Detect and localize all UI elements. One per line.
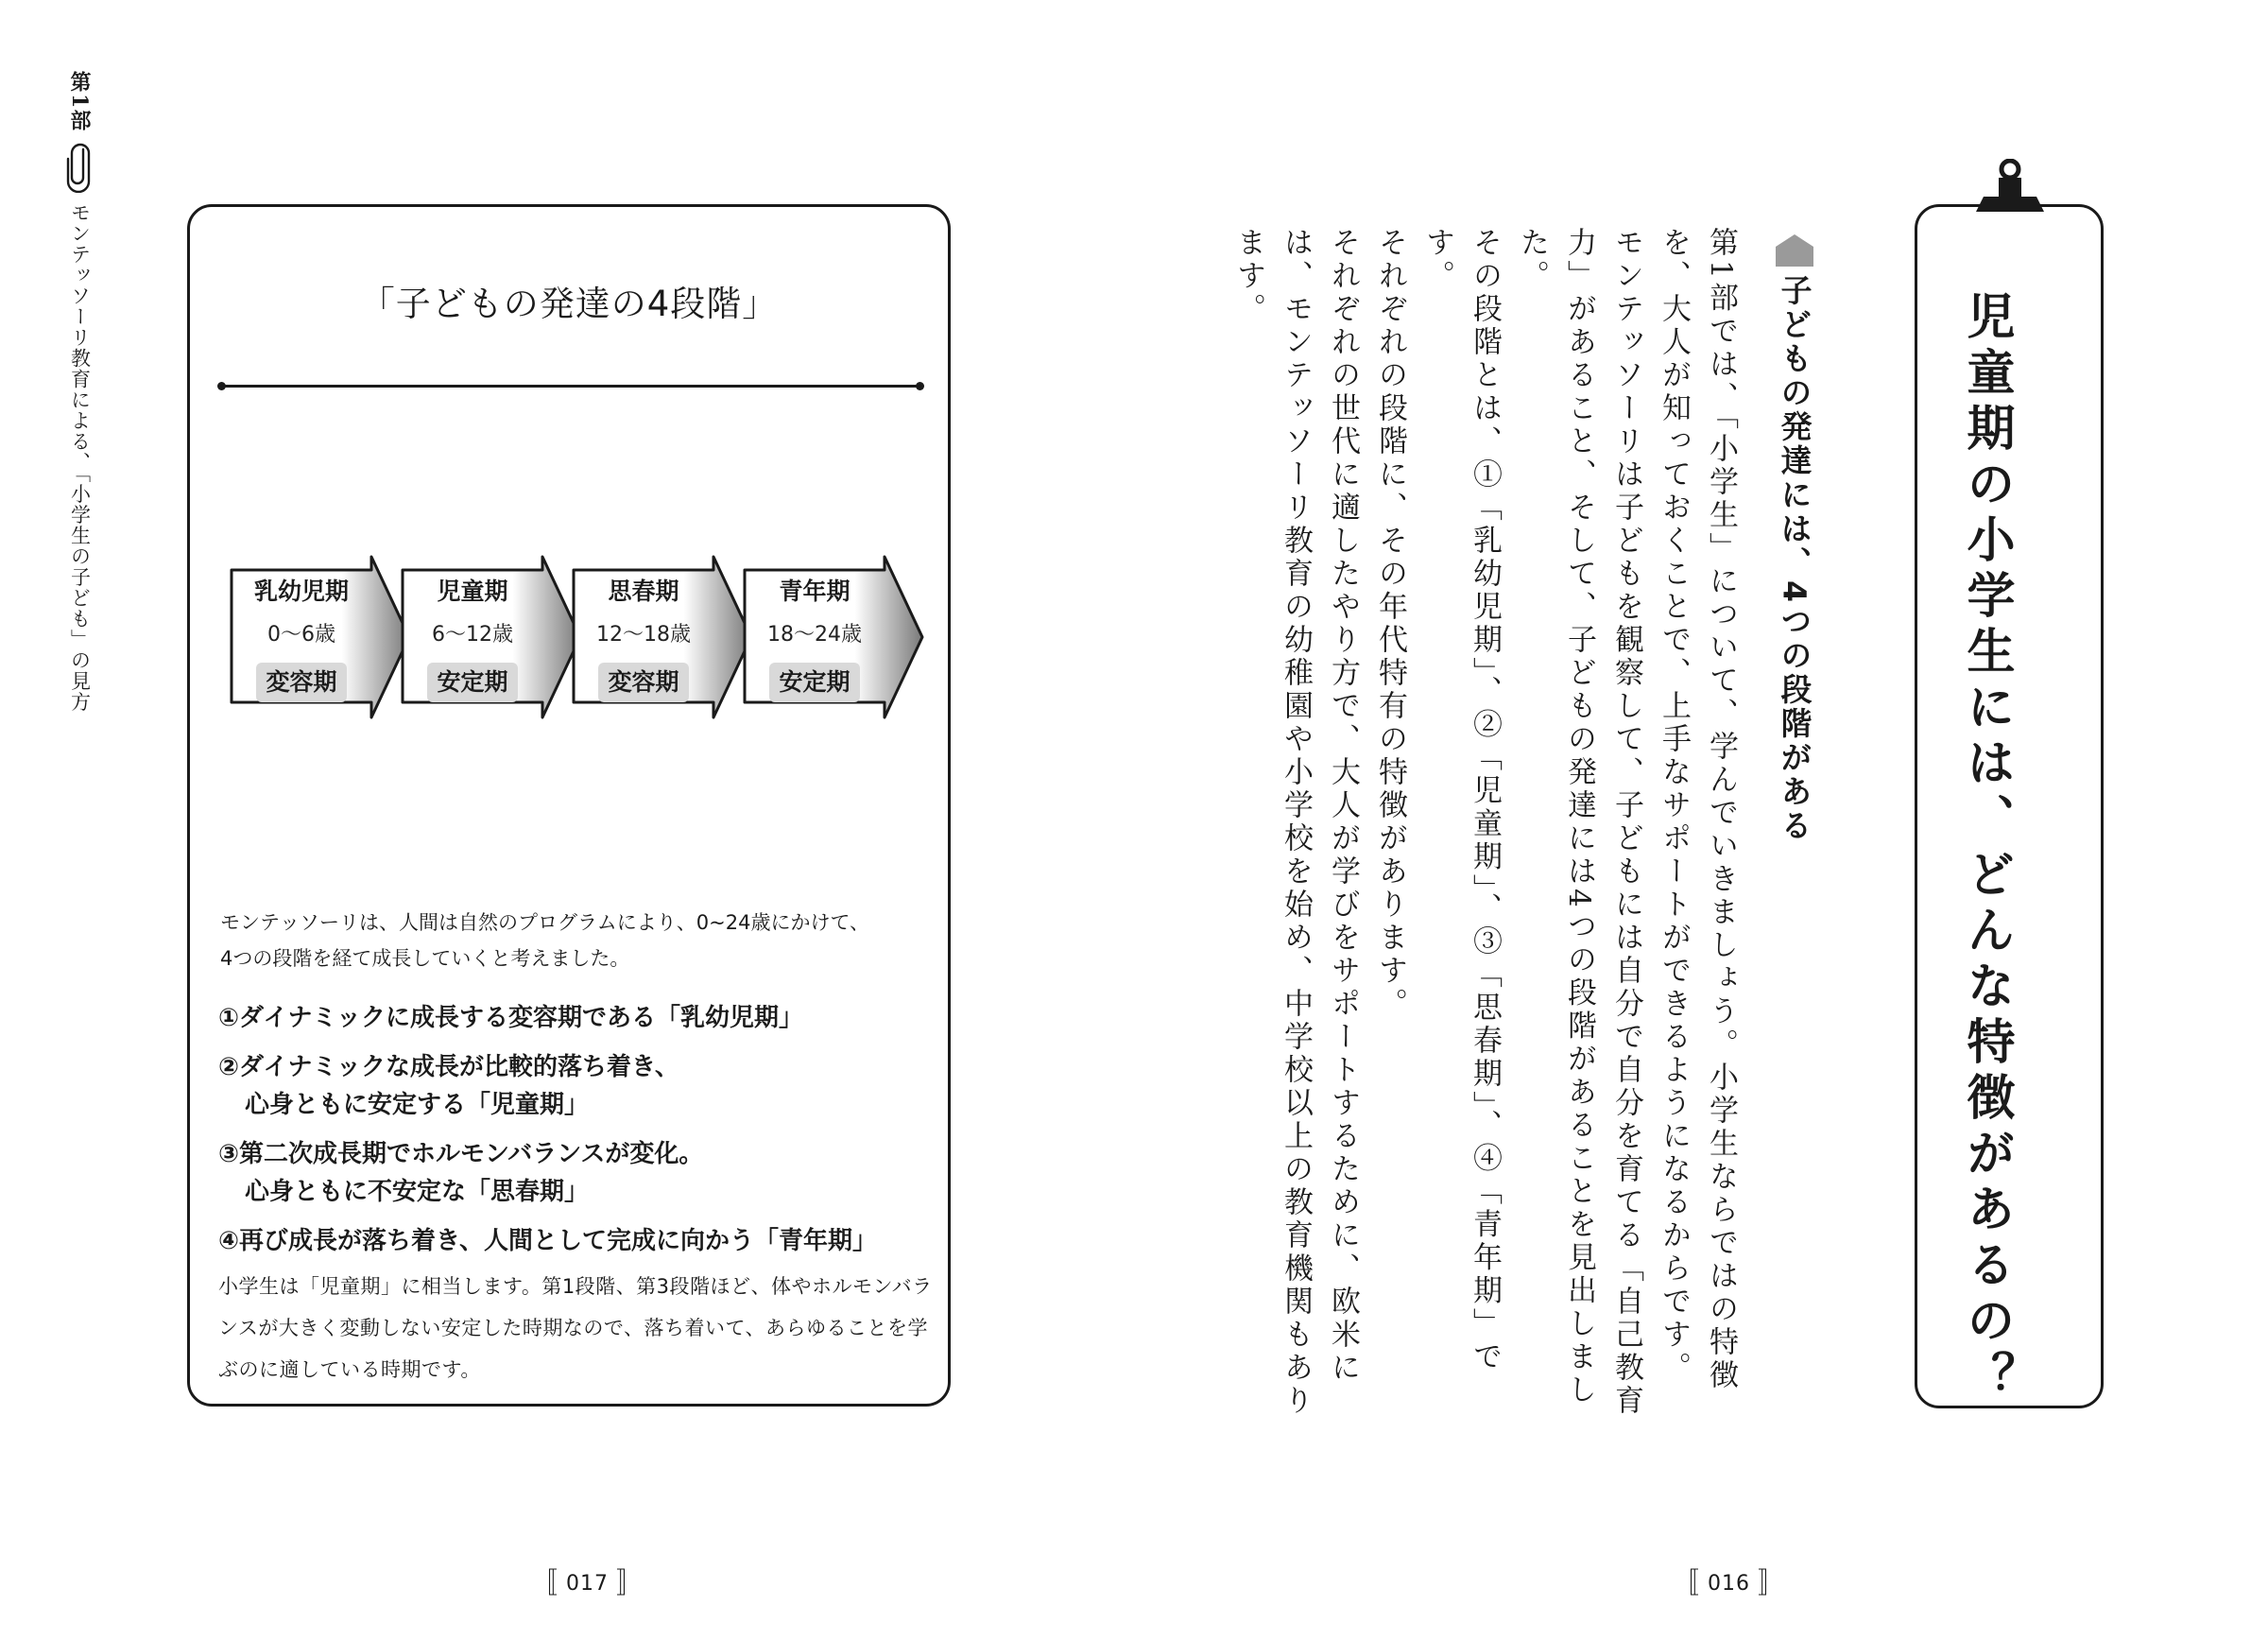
page-number-value: 017 — [566, 1572, 609, 1596]
paragraph: その段階とは、①「乳幼児期」、②「児童期」、③「思春期」、④「青年期」です。 — [1420, 227, 1502, 1374]
list-item-line: ④再び成長が落ち着き、人間として完成に向かう「青年期」 — [218, 1227, 877, 1255]
stage-age: 18〜24歳 — [767, 623, 862, 647]
stage-type-badge: 変容期 — [256, 663, 346, 702]
pentagon-marker-icon — [1776, 234, 1813, 267]
stage-card — [235, 576, 368, 702]
list-item-line: 心身ともに不安定な「思春期」 — [245, 1178, 590, 1206]
description-line: モンテッソーリは、人間は自然のプログラムにより、0~24歳にかけて、 — [220, 911, 870, 934]
stage-card — [577, 576, 710, 702]
stage-card — [748, 576, 881, 702]
stage-type-badge: 安定期 — [769, 663, 859, 702]
figure-title: 「子どもの発達の4段階」 — [359, 284, 779, 324]
book-title: モンテッソーリ教育による、「小学生の子ども」の見方 — [68, 202, 92, 713]
stage-name: 青年期 — [779, 578, 850, 605]
page-number-right: 〚 016 〛 — [1671, 1567, 1787, 1600]
figure-box — [187, 204, 951, 1407]
paragraph: それぞれの世代に適したやり方で、大人が学びをサポートするために、欧米には、モンテッソーリ教育の幼稚園や小学校を始め、中学校以上の教育機関もあります。 — [1231, 227, 1360, 1418]
body-text — [1225, 227, 1744, 1418]
list-item — [218, 1135, 936, 1211]
stage-name: 思春期 — [608, 578, 679, 605]
page-number-value: 016 — [1708, 1572, 1750, 1596]
list-item-line: 心身ともに安定する「児童期」 — [245, 1091, 590, 1119]
stage-age: 0〜6歳 — [267, 623, 335, 647]
section-heading-block — [1773, 234, 1816, 843]
figure-summary: 小学生は「児童期」に相当します。第1段階、第3段階ほど、体やホルモンバランスが大きく変動しない安定した時期なので、落ち着いて、あらゆることを学ぶのに適している時期です。 — [218, 1275, 933, 1381]
list-item — [218, 1048, 936, 1124]
list-item — [218, 999, 936, 1037]
figure-description — [220, 905, 938, 976]
stage-name: 乳幼児期 — [253, 578, 349, 605]
paperclip-icon — [64, 140, 94, 193]
stage-type-badge: 安定期 — [427, 663, 517, 702]
section-heading: 子どもの発達には、4つの段階がある — [1776, 274, 1813, 843]
stage-age: 12〜18歳 — [596, 623, 691, 647]
list-item-line: ①ダイナミックに成長する変容期である「乳幼児期」 — [218, 1004, 803, 1032]
page-number-left: 〚 017 〛 — [529, 1567, 645, 1600]
running-header — [59, 71, 100, 713]
stage-type-badge: 変容期 — [598, 663, 688, 702]
paragraph: 第1部では、「小学生」について、学んでいきましょう。小学生ならではの特徴を、大人が知っておくことで、上手なサポートができるようになるからです。 — [1657, 227, 1738, 1393]
stage-age: 6〜12歳 — [432, 623, 513, 647]
paragraph: モンテッソーリは子どもを観察して、子どもには自分で自分を育てる「自己教育力」があること、そして、子どもの発達には4つの段階があることを見出しました。 — [1515, 227, 1643, 1418]
stage-list — [218, 999, 936, 1271]
page-title: 児童期の小学生には、どんな特徴があるの？ — [1958, 291, 2015, 1407]
stage-arrows — [190, 207, 954, 925]
paragraph: それぞれの段階に、その年代特有の特徴があります。 — [1373, 227, 1407, 1021]
description-line: 4つの段階を経て成長していくと考えました。 — [220, 947, 630, 970]
stage-name: 児童期 — [437, 578, 508, 605]
list-item-line: ③第二次成長期でホルモンバランスが変化。 — [218, 1140, 704, 1168]
list-item — [218, 1222, 936, 1260]
part-label: 第1部 — [67, 71, 92, 133]
stage-card — [406, 576, 539, 702]
list-item-line: ②ダイナミックな成長が比較的落ち着き、 — [218, 1053, 679, 1081]
